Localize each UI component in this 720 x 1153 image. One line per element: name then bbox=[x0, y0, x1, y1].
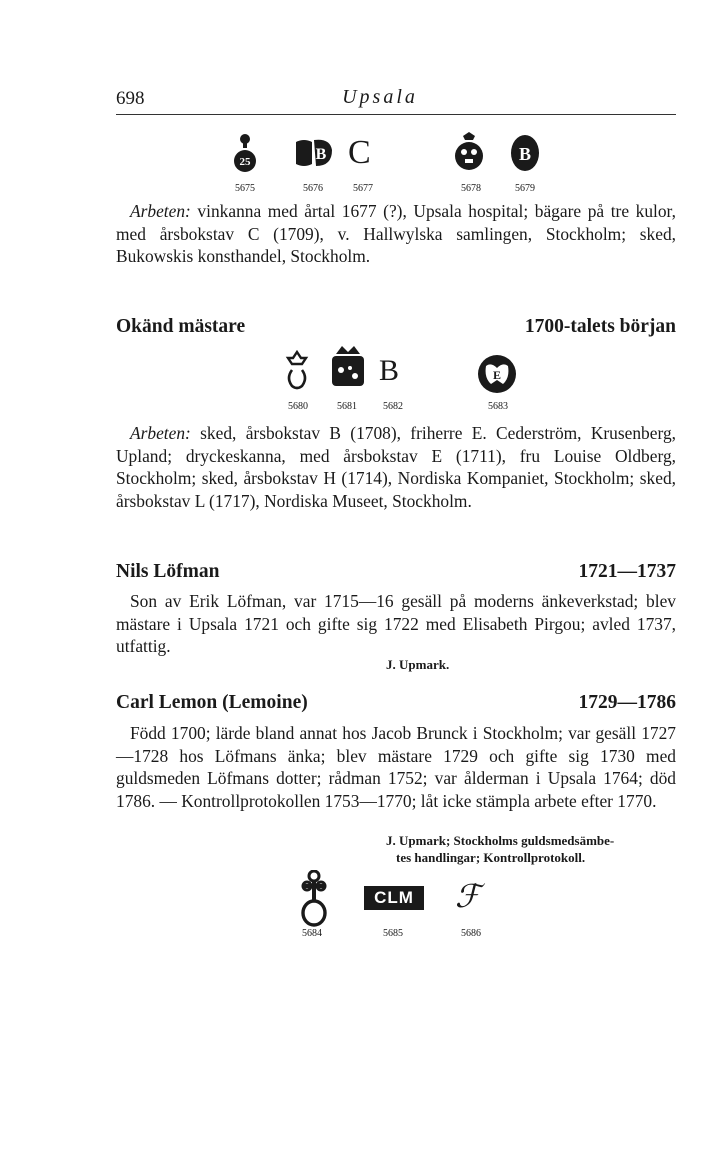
section-dates: 1721—1737 bbox=[578, 561, 676, 582]
source-note-line1: J. Upmark; Stockholms guldsmedsämbe- bbox=[386, 833, 615, 848]
section-heading: Okänd mästare bbox=[116, 316, 246, 337]
section-heading: Carl Lemon (Lemoine) bbox=[116, 692, 308, 713]
hallmark-5682-letter: B bbox=[379, 354, 400, 387]
svg-text:B: B bbox=[315, 146, 327, 163]
hallmark-5685-text: CLM bbox=[374, 888, 414, 907]
works-label: Arbeten: bbox=[130, 201, 191, 221]
section-dates: 1700-talets början bbox=[524, 316, 676, 337]
works-text: sked, årsbokstav B (1708), friherre E. Cederström, Krusenberg, Upland; dryckeskanna, med årsbokstav E (1711), fru Louise Oldberg, Stockholm; sked, årsbokstav H (1714), Nordiska Kompaniet, Stockholm; sked, årsbokstav L (1717), Nordiska Museet, Stockholm. bbox=[116, 423, 676, 511]
source-note: J. Upmark. bbox=[386, 657, 450, 672]
biography-paragraph-2: Född 1700; lärde bland annat hos Jacob Brunck i Stockholm; var gesäll 1727—1728 hos Löfmans änka; blev mästare 1729 och gifte sig 1730 med guldsmeden Löfmans dotter; rådman 1752; var ålderman i Upsala 1764; död 1786. — Kontrollprotokollen 1753—1770; låt icke stämpla arbete efter 1770. bbox=[116, 723, 676, 811]
mark-number: 5680 bbox=[288, 401, 308, 412]
works-text: vinkanna med årtal 1677 (?), Upsala hospital; bägare på tre kulor, med årsbokstav C (1709), v. Hallwylska samlingen, Stockholm; sked, Bukowskis konsthandel, Stockholm. bbox=[116, 201, 676, 266]
svg-text:25: 25 bbox=[239, 156, 251, 168]
mark-number: 5675 bbox=[235, 183, 255, 194]
hallmark-5679-icon bbox=[510, 134, 540, 172]
hallmark-5686-letter: ℱ bbox=[455, 878, 481, 914]
mark-number: 5686 bbox=[461, 928, 481, 939]
mark-number: 5677 bbox=[353, 183, 373, 194]
svg-text:E: E bbox=[492, 368, 502, 382]
mark-number: 5678 bbox=[461, 183, 481, 194]
hallmark-5680-icon bbox=[284, 350, 310, 392]
page-number: 698 bbox=[116, 88, 145, 109]
hallmark-5675-icon bbox=[232, 132, 258, 174]
mark-number: 5681 bbox=[337, 401, 357, 412]
hallmark-5678-icon bbox=[453, 132, 485, 172]
running-title: Upsala bbox=[342, 86, 418, 108]
mark-number: 5683 bbox=[488, 401, 508, 412]
works-label: Arbeten: bbox=[130, 423, 191, 443]
hallmark-5684-icon bbox=[299, 870, 329, 928]
mark-number: 5685 bbox=[383, 928, 403, 939]
svg-text:B: B bbox=[518, 144, 532, 164]
mark-number: 5682 bbox=[383, 401, 403, 412]
mark-number: 5679 bbox=[515, 183, 535, 194]
source-note-line2: tes handlingar; Kontrollprotokoll. bbox=[396, 850, 586, 865]
header-rule bbox=[116, 114, 676, 115]
hallmark-5681-icon bbox=[328, 344, 368, 390]
mark-number: 5684 bbox=[302, 928, 322, 939]
hallmark-5685-icon bbox=[364, 886, 424, 910]
hallmark-5676-icon bbox=[294, 138, 334, 168]
hallmark-5683-icon bbox=[477, 354, 517, 394]
hallmark-5677-letter: C bbox=[348, 134, 371, 171]
mark-number: 5676 bbox=[303, 183, 323, 194]
works-paragraph-2 bbox=[116, 422, 676, 512]
biography-paragraph-1: Son av Erik Löfman, var 1715—16 gesäll på moderns änkeverkstad; blev mästare i Upsala 1721 och gifte sig 1722 med Elisabeth Pirgou; avled 1737, utfattig. bbox=[116, 591, 676, 656]
section-heading: Nils Löfman bbox=[116, 561, 220, 582]
works-paragraph-1 bbox=[116, 200, 676, 268]
section-dates: 1729—1786 bbox=[578, 692, 676, 713]
